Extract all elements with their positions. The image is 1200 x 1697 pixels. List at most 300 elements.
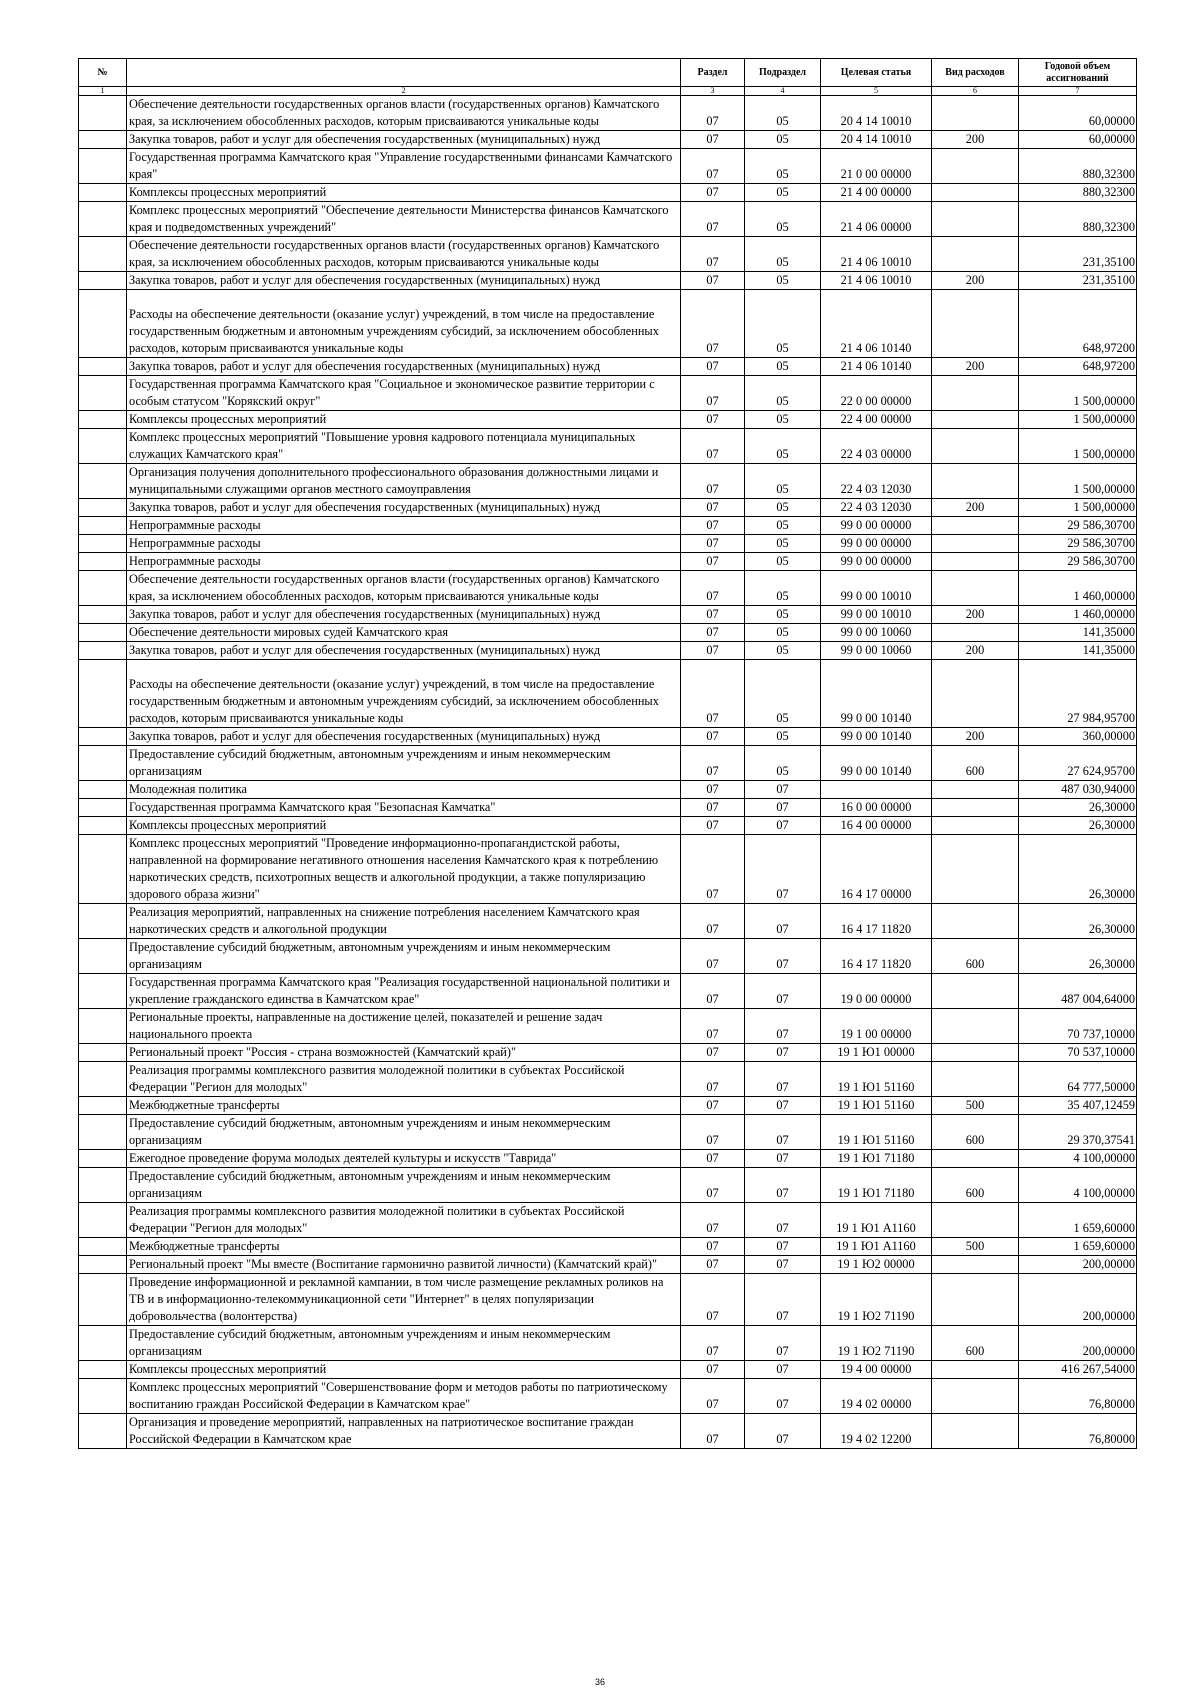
cell-no [79, 517, 127, 535]
cell-razdel: 07 [681, 974, 745, 1009]
cell-razdel: 07 [681, 131, 745, 149]
cell-name: Государственная программа Камчатского края "Социальное и экономическое развитие территории с особым статусом "Корякский округ" [127, 376, 681, 411]
column-number: 3 [681, 87, 745, 96]
cell-no [79, 1379, 127, 1414]
cell-expense-type: 200 [932, 358, 1019, 376]
cell-amount: 880,32300 [1019, 202, 1137, 237]
cell-amount: 1 659,60000 [1019, 1203, 1137, 1238]
cell-podrazdel: 07 [745, 799, 821, 817]
cell-razdel: 07 [681, 149, 745, 184]
table-row [79, 1256, 1137, 1274]
cell-podrazdel: 05 [745, 728, 821, 746]
cell-podrazdel: 07 [745, 781, 821, 799]
table-row [79, 272, 1137, 290]
table-row [79, 974, 1137, 1009]
cell-target-article: 22 4 03 12030 [821, 499, 932, 517]
cell-target-article: 16 4 17 00000 [821, 835, 932, 904]
column-number: 1 [79, 87, 127, 96]
cell-podrazdel: 05 [745, 290, 821, 358]
table-row [79, 624, 1137, 642]
cell-amount: 4 100,00000 [1019, 1168, 1137, 1203]
cell-no [79, 131, 127, 149]
cell-razdel: 07 [681, 237, 745, 272]
table-row [79, 1009, 1137, 1044]
cell-target-article: 99 0 00 10140 [821, 728, 932, 746]
cell-razdel: 07 [681, 642, 745, 660]
cell-name: Предоставление субсидий бюджетным, автономным учреждениям и иным некоммерческим организациям [127, 1168, 681, 1203]
cell-target-article: 19 1 Ю1 00000 [821, 1044, 932, 1062]
cell-amount: 76,80000 [1019, 1414, 1137, 1449]
cell-razdel: 07 [681, 1009, 745, 1044]
cell-razdel: 07 [681, 358, 745, 376]
cell-target-article: 19 4 02 12200 [821, 1414, 932, 1449]
cell-expense-type [932, 1009, 1019, 1044]
cell-podrazdel: 05 [745, 553, 821, 571]
cell-razdel: 07 [681, 1062, 745, 1097]
cell-expense-type [932, 376, 1019, 411]
cell-podrazdel: 05 [745, 642, 821, 660]
table-row [79, 553, 1137, 571]
table-row [79, 149, 1137, 184]
cell-name: Закупка товаров, работ и услуг для обеспечения государственных (муниципальных) нужд [127, 131, 681, 149]
cell-expense-type: 200 [932, 499, 1019, 517]
cell-amount: 1 460,00000 [1019, 571, 1137, 606]
cell-name: Обеспечение деятельности государственных органов власти (государственных органов) Камчатского края, за исключением обособленных расходов, которым присваиваются уникальные коды [127, 96, 681, 131]
cell-podrazdel: 05 [745, 535, 821, 553]
cell-expense-type: 600 [932, 1326, 1019, 1361]
cell-name: Государственная программа Камчатского края "Безопасная Камчатка" [127, 799, 681, 817]
cell-razdel: 07 [681, 1115, 745, 1150]
cell-amount: 648,97200 [1019, 290, 1137, 358]
cell-podrazdel: 05 [745, 149, 821, 184]
cell-target-article: 21 4 06 10140 [821, 358, 932, 376]
header-amount-line2: ассигнований [1046, 72, 1109, 84]
cell-razdel: 07 [681, 96, 745, 131]
cell-amount: 26,30000 [1019, 835, 1137, 904]
cell-amount: 487 004,64000 [1019, 974, 1137, 1009]
cell-razdel: 07 [681, 517, 745, 535]
cell-no [79, 1361, 127, 1379]
cell-expense-type [932, 660, 1019, 728]
cell-expense-type [932, 799, 1019, 817]
cell-no [79, 535, 127, 553]
cell-amount: 200,00000 [1019, 1274, 1137, 1326]
cell-podrazdel: 07 [745, 1326, 821, 1361]
cell-name: Закупка товаров, работ и услуг для обеспечения государственных (муниципальных) нужд [127, 606, 681, 624]
table-row [79, 464, 1137, 499]
cell-expense-type [932, 974, 1019, 1009]
cell-no [79, 835, 127, 904]
cell-name: Комплексы процессных мероприятий [127, 184, 681, 202]
table-row [79, 202, 1137, 237]
table-row [79, 799, 1137, 817]
cell-expense-type [932, 535, 1019, 553]
cell-expense-type [932, 624, 1019, 642]
cell-podrazdel: 07 [745, 835, 821, 904]
cell-podrazdel: 07 [745, 1238, 821, 1256]
table-row [79, 96, 1137, 131]
table-row [79, 1150, 1137, 1168]
table-row [79, 606, 1137, 624]
cell-expense-type [932, 1361, 1019, 1379]
cell-podrazdel: 05 [745, 131, 821, 149]
cell-target-article: 22 4 00 00000 [821, 411, 932, 429]
cell-razdel: 07 [681, 535, 745, 553]
cell-name: Закупка товаров, работ и услуг для обеспечения государственных (муниципальных) нужд [127, 642, 681, 660]
cell-no [79, 1238, 127, 1256]
cell-razdel: 07 [681, 553, 745, 571]
cell-amount: 880,32300 [1019, 184, 1137, 202]
table-row [79, 571, 1137, 606]
cell-no [79, 1009, 127, 1044]
cell-podrazdel: 05 [745, 202, 821, 237]
cell-amount: 1 500,00000 [1019, 499, 1137, 517]
cell-name: Предоставление субсидий бюджетным, автономным учреждениям и иным некоммерческим организациям [127, 746, 681, 781]
cell-expense-type [932, 517, 1019, 535]
cell-razdel: 07 [681, 904, 745, 939]
cell-amount: 416 267,54000 [1019, 1361, 1137, 1379]
cell-expense-type: 200 [932, 728, 1019, 746]
cell-no [79, 1274, 127, 1326]
cell-no [79, 781, 127, 799]
cell-expense-type [932, 184, 1019, 202]
cell-amount: 4 100,00000 [1019, 1150, 1137, 1168]
cell-name: Комплекс процессных мероприятий "Проведение информационно-пропагандистской работы, направленной на формирование негативного отношения населения Камчатского края к потреблению наркотических средств, психотропных веществ и алкогольной продукции, а также популяризацию здорового образа жизни" [127, 835, 681, 904]
cell-no [79, 1256, 127, 1274]
table-row [79, 184, 1137, 202]
column-number: 5 [821, 87, 932, 96]
cell-podrazdel: 05 [745, 411, 821, 429]
cell-no [79, 939, 127, 974]
cell-expense-type [932, 1150, 1019, 1168]
cell-no [79, 1414, 127, 1449]
cell-podrazdel: 05 [745, 517, 821, 535]
header-name [127, 59, 681, 87]
cell-target-article: 99 0 00 00000 [821, 517, 932, 535]
table-row [79, 1097, 1137, 1115]
cell-name: Комплексы процессных мероприятий [127, 1361, 681, 1379]
cell-name: Непрограммные расходы [127, 553, 681, 571]
cell-expense-type: 600 [932, 939, 1019, 974]
cell-podrazdel: 05 [745, 606, 821, 624]
cell-amount: 60,00000 [1019, 96, 1137, 131]
cell-amount: 26,30000 [1019, 799, 1137, 817]
cell-expense-type: 500 [932, 1097, 1019, 1115]
cell-target-article: 99 0 00 10010 [821, 606, 932, 624]
cell-expense-type [932, 904, 1019, 939]
cell-name: Непрограммные расходы [127, 535, 681, 553]
cell-podrazdel: 07 [745, 1150, 821, 1168]
cell-target-article: 19 1 Ю1 71180 [821, 1150, 932, 1168]
cell-razdel: 07 [681, 429, 745, 464]
cell-expense-type [932, 464, 1019, 499]
cell-target-article: 19 0 00 00000 [821, 974, 932, 1009]
table-row [79, 535, 1137, 553]
cell-podrazdel: 07 [745, 1379, 821, 1414]
cell-no [79, 1115, 127, 1150]
cell-podrazdel: 05 [745, 429, 821, 464]
header-expense-type: Вид расходов [932, 59, 1019, 87]
cell-expense-type [932, 149, 1019, 184]
cell-podrazdel: 07 [745, 1009, 821, 1044]
cell-amount: 141,35000 [1019, 642, 1137, 660]
table-row [79, 1361, 1137, 1379]
cell-no [79, 606, 127, 624]
cell-razdel: 07 [681, 728, 745, 746]
cell-razdel: 07 [681, 781, 745, 799]
cell-target-article: 16 4 17 11820 [821, 939, 932, 974]
cell-amount: 70 537,10000 [1019, 1044, 1137, 1062]
cell-expense-type [932, 411, 1019, 429]
cell-no [79, 746, 127, 781]
cell-target-article: 16 4 17 11820 [821, 904, 932, 939]
cell-name: Реализация мероприятий, направленных на снижение потребления населением Камчатского края наркотических средств и алкогольной продукции [127, 904, 681, 939]
cell-razdel: 07 [681, 1274, 745, 1326]
cell-amount: 360,00000 [1019, 728, 1137, 746]
table-row [79, 1414, 1137, 1449]
cell-podrazdel: 07 [745, 1115, 821, 1150]
cell-no [79, 1097, 127, 1115]
cell-name: Предоставление субсидий бюджетным, автономным учреждениям и иным некоммерческим организациям [127, 1326, 681, 1361]
cell-name: Закупка товаров, работ и услуг для обеспечения государственных (муниципальных) нужд [127, 272, 681, 290]
cell-name: Расходы на обеспечение деятельности (оказание услуг) учреждений, в том числе на предоставление государственным бюджетным и автономным учреждениям субсидий, за исключением обособленных расходов, которым присваиваются уникальные коды [127, 660, 681, 728]
cell-podrazdel: 05 [745, 571, 821, 606]
cell-expense-type: 200 [932, 642, 1019, 660]
cell-no [79, 1168, 127, 1203]
table-row [79, 781, 1137, 799]
cell-name: Региональный проект "Россия - страна возможностей (Камчатский край)" [127, 1044, 681, 1062]
cell-target-article: 21 4 00 00000 [821, 184, 932, 202]
cell-name: Комплексы процессных мероприятий [127, 411, 681, 429]
cell-podrazdel: 05 [745, 746, 821, 781]
cell-podrazdel: 05 [745, 464, 821, 499]
cell-razdel: 07 [681, 799, 745, 817]
cell-target-article: 99 0 00 10140 [821, 660, 932, 728]
cell-target-article: 19 1 Ю2 00000 [821, 1256, 932, 1274]
cell-no [79, 96, 127, 131]
cell-expense-type [932, 202, 1019, 237]
cell-expense-type [932, 571, 1019, 606]
cell-amount: 1 500,00000 [1019, 411, 1137, 429]
cell-podrazdel: 05 [745, 272, 821, 290]
cell-expense-type [932, 1379, 1019, 1414]
budget-table [78, 58, 1137, 1449]
cell-amount: 27 984,95700 [1019, 660, 1137, 728]
cell-expense-type [932, 1203, 1019, 1238]
cell-razdel: 07 [681, 1097, 745, 1115]
cell-no [79, 411, 127, 429]
cell-target-article: 21 4 06 10010 [821, 272, 932, 290]
cell-target-article: 99 0 00 10060 [821, 624, 932, 642]
cell-amount: 29 586,30700 [1019, 535, 1137, 553]
cell-no [79, 464, 127, 499]
cell-expense-type [932, 781, 1019, 799]
cell-podrazdel: 07 [745, 1203, 821, 1238]
cell-amount: 35 407,12459 [1019, 1097, 1137, 1115]
cell-amount: 26,30000 [1019, 817, 1137, 835]
table-row [79, 1238, 1137, 1256]
cell-podrazdel: 05 [745, 624, 821, 642]
cell-target-article: 22 4 03 12030 [821, 464, 932, 499]
cell-target-article: 99 0 00 10060 [821, 642, 932, 660]
cell-razdel: 07 [681, 1238, 745, 1256]
cell-amount: 231,35100 [1019, 272, 1137, 290]
cell-razdel: 07 [681, 1044, 745, 1062]
cell-target-article: 19 1 Ю1 51160 [821, 1062, 932, 1097]
table-row [79, 904, 1137, 939]
table-row [79, 517, 1137, 535]
cell-target-article: 19 1 Ю1 51160 [821, 1097, 932, 1115]
cell-name: Молодежная политика [127, 781, 681, 799]
cell-expense-type [932, 290, 1019, 358]
cell-target-article: 19 1 Ю1 71180 [821, 1168, 932, 1203]
cell-amount: 231,35100 [1019, 237, 1137, 272]
cell-razdel: 07 [681, 1256, 745, 1274]
cell-name: Обеспечение деятельности мировых судей Камчатского края [127, 624, 681, 642]
cell-target-article: 21 4 06 10140 [821, 290, 932, 358]
table-row [79, 499, 1137, 517]
cell-no [79, 660, 127, 728]
cell-razdel: 07 [681, 606, 745, 624]
cell-expense-type: 600 [932, 746, 1019, 781]
column-number: 6 [932, 87, 1019, 96]
cell-target-article: 19 1 Ю1 51160 [821, 1115, 932, 1150]
cell-no [79, 202, 127, 237]
header-no: № [79, 59, 127, 87]
cell-target-article: 19 4 02 00000 [821, 1379, 932, 1414]
cell-name: Обеспечение деятельности государственных органов власти (государственных органов) Камчатского края, за исключением обособленных расходов, которым присваиваются уникальные коды [127, 237, 681, 272]
cell-podrazdel: 07 [745, 1256, 821, 1274]
cell-target-article: 19 1 00 00000 [821, 1009, 932, 1044]
cell-razdel: 07 [681, 1361, 745, 1379]
cell-expense-type [932, 429, 1019, 464]
header-podrazdel: Подраздел [745, 59, 821, 87]
cell-no [79, 237, 127, 272]
cell-name: Организация получения дополнительного профессионального образования должностными лицами и муниципальными служащими органов местного самоуправления [127, 464, 681, 499]
cell-name: Организация и проведение мероприятий, направленных на патриотическое воспитание граждан Российской Федерации в Камчатском крае [127, 1414, 681, 1449]
table-row [79, 746, 1137, 781]
cell-target-article: 22 0 00 00000 [821, 376, 932, 411]
cell-amount: 70 737,10000 [1019, 1009, 1137, 1044]
cell-podrazdel: 07 [745, 1097, 821, 1115]
cell-target-article: 19 1 Ю1 А1160 [821, 1203, 932, 1238]
cell-expense-type: 200 [932, 131, 1019, 149]
cell-razdel: 07 [681, 660, 745, 728]
cell-podrazdel: 05 [745, 660, 821, 728]
table-row [79, 1379, 1137, 1414]
cell-no [79, 624, 127, 642]
cell-target-article: 19 1 Ю1 А1160 [821, 1238, 932, 1256]
cell-amount: 1 500,00000 [1019, 376, 1137, 411]
cell-expense-type [932, 553, 1019, 571]
cell-razdel: 07 [681, 202, 745, 237]
cell-no [79, 974, 127, 1009]
cell-name: Комплексы процессных мероприятий [127, 817, 681, 835]
table-row [79, 728, 1137, 746]
table-row [79, 939, 1137, 974]
cell-razdel: 07 [681, 184, 745, 202]
cell-target-article: 16 0 00 00000 [821, 799, 932, 817]
cell-expense-type: 200 [932, 272, 1019, 290]
cell-target-article: 99 0 00 10010 [821, 571, 932, 606]
table-row [79, 429, 1137, 464]
cell-no [79, 1062, 127, 1097]
cell-name: Закупка товаров, работ и услуг для обеспечения государственных (муниципальных) нужд [127, 728, 681, 746]
table-row [79, 1115, 1137, 1150]
cell-no [79, 904, 127, 939]
cell-target-article: 21 0 00 00000 [821, 149, 932, 184]
cell-target-article: 99 0 00 00000 [821, 553, 932, 571]
column-number-row [79, 87, 1137, 96]
column-number: 7 [1019, 87, 1137, 96]
cell-name: Региональный проект "Мы вместе (Воспитание гармонично развитой личности) (Камчатский край)" [127, 1256, 681, 1274]
cell-podrazdel: 05 [745, 96, 821, 131]
cell-target-article: 20 4 14 10010 [821, 131, 932, 149]
cell-amount: 76,80000 [1019, 1379, 1137, 1414]
cell-no [79, 376, 127, 411]
cell-razdel: 07 [681, 272, 745, 290]
cell-podrazdel: 05 [745, 184, 821, 202]
cell-podrazdel: 07 [745, 1361, 821, 1379]
cell-razdel: 07 [681, 624, 745, 642]
cell-no [79, 358, 127, 376]
cell-target-article: 20 4 14 10010 [821, 96, 932, 131]
cell-razdel: 07 [681, 746, 745, 781]
cell-no [79, 1150, 127, 1168]
cell-name: Межбюджетные трансферты [127, 1097, 681, 1115]
cell-expense-type [932, 1274, 1019, 1326]
cell-target-article: 16 4 00 00000 [821, 817, 932, 835]
cell-name: Проведение информационной и рекламной кампании, в том числе размещение рекламных роликов на ТВ и в информационно-телекоммуникационной сети "Интернет" в целях популяризации добровольчества (волонтерства) [127, 1274, 681, 1326]
cell-podrazdel: 07 [745, 817, 821, 835]
cell-razdel: 07 [681, 1379, 745, 1414]
cell-target-article: 99 0 00 10140 [821, 746, 932, 781]
cell-podrazdel: 07 [745, 1274, 821, 1326]
cell-razdel: 07 [681, 1150, 745, 1168]
cell-name: Реализация программы комплексного развития молодежной политики в субъектах Российской Федерации "Регион для молодых" [127, 1203, 681, 1238]
column-number: 2 [127, 87, 681, 96]
cell-name: Предоставление субсидий бюджетным, автономным учреждениям и иным некоммерческим организациям [127, 939, 681, 974]
table-row [79, 817, 1137, 835]
cell-no [79, 571, 127, 606]
cell-target-article: 21 4 06 00000 [821, 202, 932, 237]
cell-amount: 880,32300 [1019, 149, 1137, 184]
cell-no [79, 1326, 127, 1361]
cell-razdel: 07 [681, 499, 745, 517]
table-row [79, 237, 1137, 272]
header-target-article: Целевая статья [821, 59, 932, 87]
cell-expense-type [932, 96, 1019, 131]
cell-amount: 64 777,50000 [1019, 1062, 1137, 1097]
table-body [79, 96, 1137, 1449]
table-row [79, 642, 1137, 660]
table-row [79, 1326, 1137, 1361]
cell-expense-type [932, 1062, 1019, 1097]
cell-expense-type [932, 1414, 1019, 1449]
table-row [79, 1203, 1137, 1238]
cell-amount: 200,00000 [1019, 1326, 1137, 1361]
cell-podrazdel: 07 [745, 939, 821, 974]
table-row [79, 1044, 1137, 1062]
cell-podrazdel: 07 [745, 904, 821, 939]
header-razdel: Раздел [681, 59, 745, 87]
cell-podrazdel: 05 [745, 499, 821, 517]
cell-podrazdel: 07 [745, 974, 821, 1009]
cell-razdel: 07 [681, 411, 745, 429]
cell-amount: 1 659,60000 [1019, 1238, 1137, 1256]
cell-no [79, 499, 127, 517]
cell-expense-type: 600 [932, 1115, 1019, 1150]
